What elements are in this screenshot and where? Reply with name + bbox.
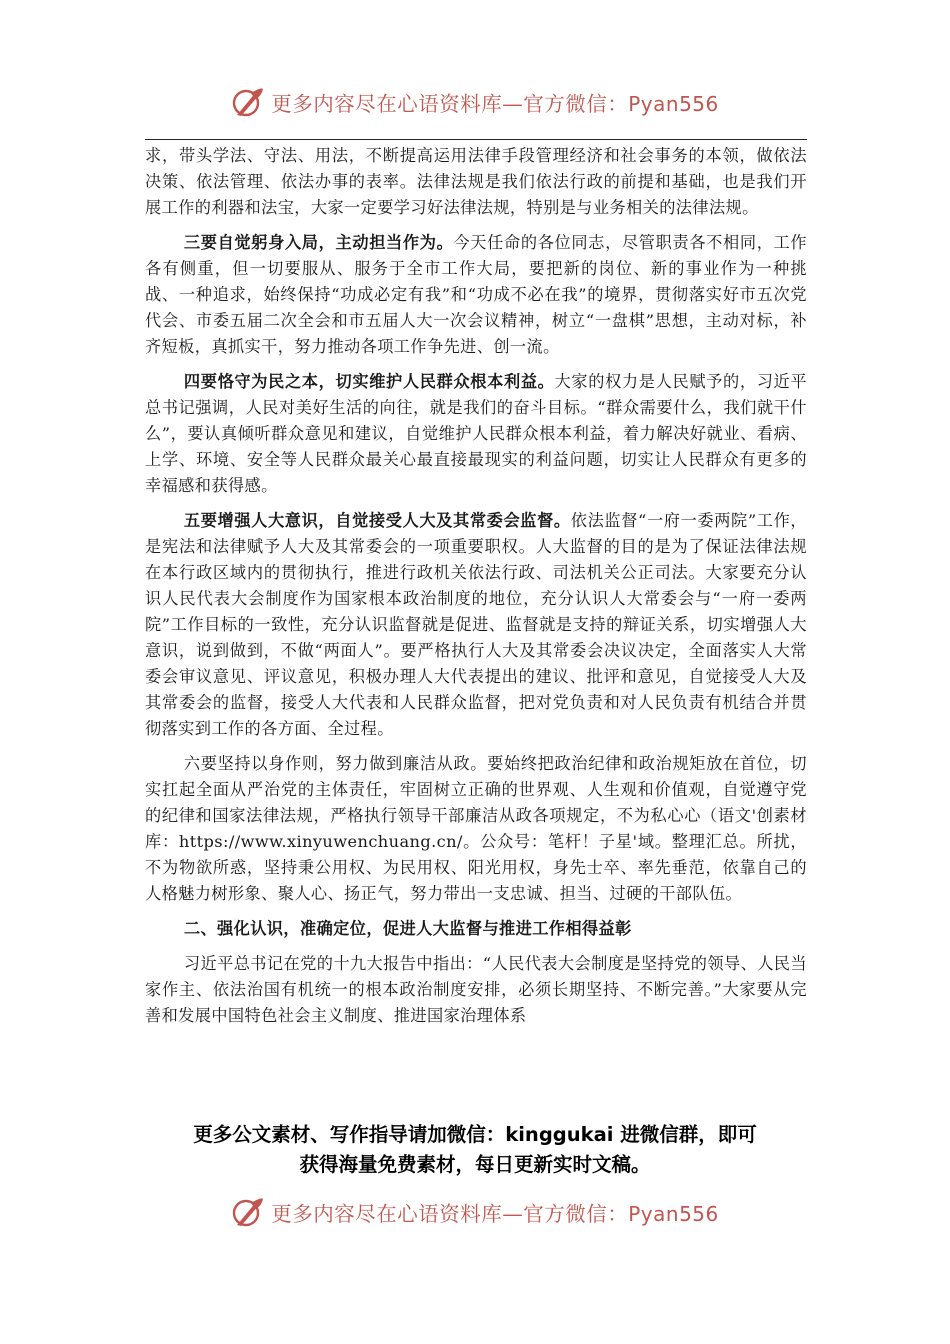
paragraph: 三要自觉躬身入局，主动担当作为。今天任命的各位同志，尽管职责各不相同，工作各有侧重，但一切要服从、服务于全市工作大局，要把新的岗位、新的事业作为一种挑战、一种追求，始终保持“功成必定有我”和“功成不必在我”的境界，贯彻落实好市五次党代会、市委五届二次全会和市五届人大一次会议精神，树立“一盘棋”思想，主动对标，补齐短板，真抓实干，努力推动各项工作争先进、创一流。 [145,233,807,356]
footer-banner [0,1192,950,1232]
paragraph: 四要恪守为民之本，切实维护人民群众根本利益。大家的权力是人民赋予的，习近平总书记强调，人民对美好生活的向往，就是我们的奋斗目标。“群众需要什么，我们就干什么”，要认真倾听群众意见和建议，自觉维护人民群众根本利益，着力解决好就业、看病、上学、环境、安全等人民群众最关心最直接最现实的利益问题，切实让人民群众有更多的幸福感和获得感。 [145,372,807,495]
paragraph-lead: 四要恪守为民之本，切实维护人民群众根本利益。 [183,372,555,391]
header-rule [145,139,807,140]
paragraph: 五要增强人大意识，自觉接受人大及其常委会监督。依法监督“一府一委两院”工作，是宪法和法律赋予人大及其常委会的一项重要职权。人大监督的目的是为了保证法律法规在本行政区域内的贯彻执行，推进行政机关依法行政、司法机关公正司法。大家要充分认识人民代表大会制度作为国家根本政治制度的地位，充分认识人大常委会与“一府一委两院”工作目标的一致性，充分认识监督就是促进、监督就是支持的辩证关系，切实增强人大意识，说到做到，不做“两面人”。要严格执行人大及其常委会决议决定，全面落实人大常委会审议意见、评议意见，积极办理人大代表提出的建议、批评和意见，自觉接受人大及其常委会的监督，接受人大代表和人民群众监督，把对党负责和对人民负责有机结合并贯彻落实到工作的各方面、全过程。 [145,511,807,738]
promo-line-1: 更多公文素材、写作指导请加微信：kinggukai 进微信群，即可 [193,1123,757,1146]
promo-line-2: 获得海量免费素材，每日更新实时文稿。 [299,1153,651,1176]
document-body [145,143,807,1038]
header-banner-text: 更多内容尽在心语资料库—官方微信：Pyan556 [271,92,719,116]
footer-banner-text: 更多内容尽在心语资料库—官方微信：Pyan556 [271,1202,719,1226]
paragraph-lead: 五要增强人大意识，自觉接受人大及其常委会监督。 [183,511,571,530]
section-heading: 二、强化认识，准确定位，促进人大监督与推进工作相得益彰 [183,919,632,938]
paragraph: 求，带头学法、守法、用法，不断提高运用法律手段管理经济和社会事务的本领，做依法决策、依法管理、依法办事的表率。法律法规是我们依法行政的前提和基础，也是我们开展工作的利器和法宝，大家一定要学习好法律法规，特别是与业务相关的法律法规。 [145,146,807,217]
paragraph: 习近平总书记在党的十九大报告中指出：“人民代表大会制度是坚持党的领导、人民当家作主、依法治国有机统一的根本政治制度安排，必须长期坚持、不断完善。”大家要从完善和发展中国特色社会主义制度、推进国家治理体系 [145,954,807,1025]
paragraph: 六要坚持以身作则，努力做到廉洁从政。要始终把政治纪律和政治规矩放在首位，切实扛起全面从严治党的主体责任，牢固树立正确的世界观、人生观和价值观，自觉遵守党的纪律和国家法律法规，严格执行领导干部廉洁从政各项规定，不为私心心（语文'创素材库：https://www.xinyuwenchuang.cn/。公众号：笔杆！子星'域。整理汇总。所扰，不为物欲所惑，坚持秉公用权、为民用权、阳光用权，身先士卒、率先垂范，依靠自己的人格魅力树形象、聚人心、扬正气，努力带出一支忠诚、担当、过硬的干部队伍。 [145,754,807,903]
header-banner [0,82,950,122]
quill-logo-icon [231,1195,265,1229]
promo-notice [100,1120,850,1180]
quill-logo-icon [231,85,265,119]
paragraph-lead: 三要自觉躬身入局，主动担当作为。 [183,233,454,252]
